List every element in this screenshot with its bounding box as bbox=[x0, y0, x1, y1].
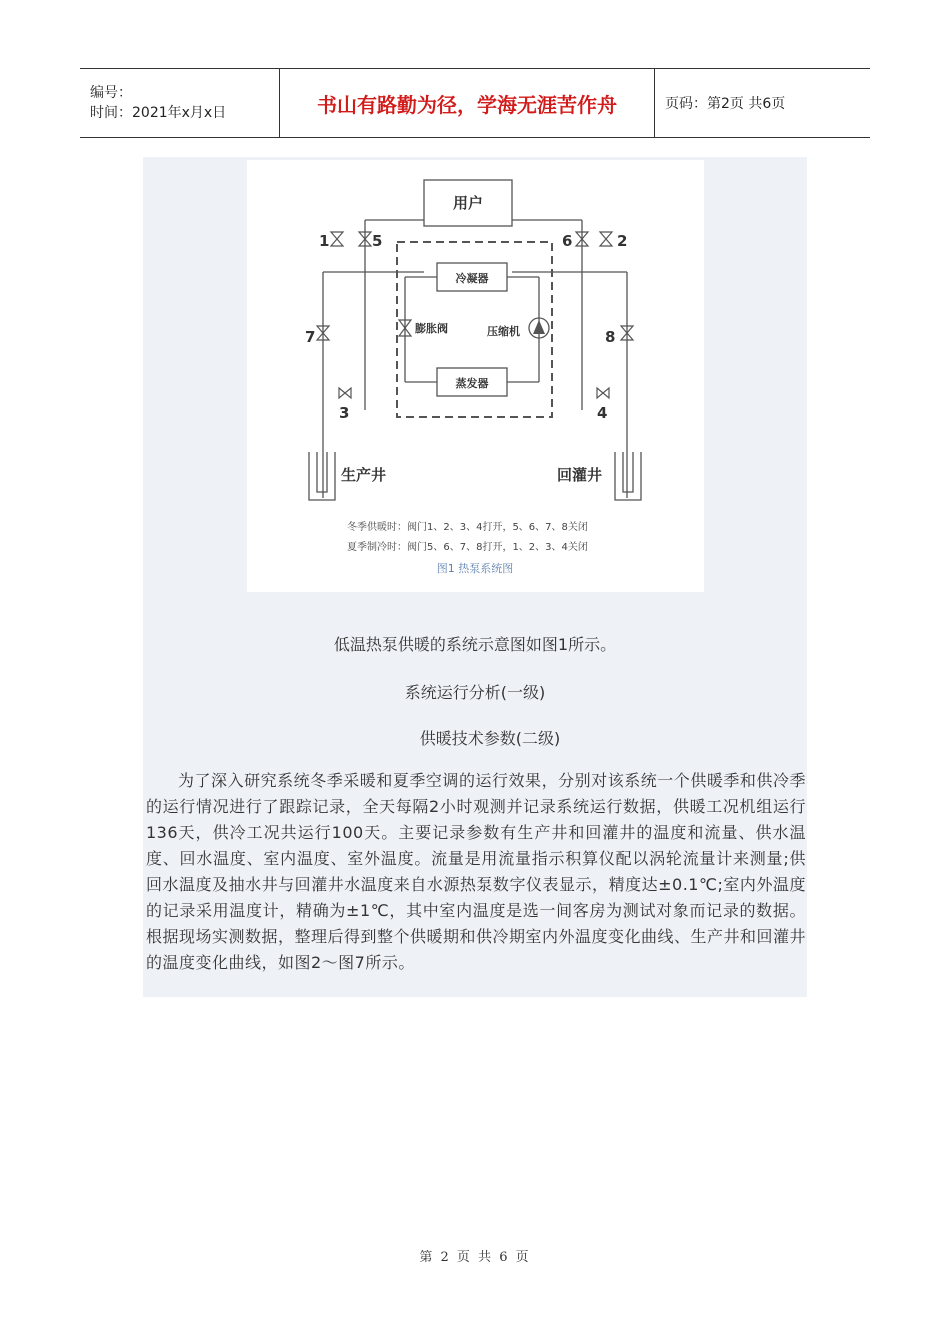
heading-level-1: 系统运行分析(一级) bbox=[404, 683, 546, 702]
valve-label-8: 8 bbox=[605, 328, 616, 346]
page-header bbox=[80, 68, 870, 138]
valve-3 bbox=[339, 388, 351, 398]
recharge-well-label: 回灌井 bbox=[557, 466, 603, 484]
motto-text: 书山有路勤为径，学海无涯苦作舟 bbox=[317, 92, 617, 117]
valve-4 bbox=[597, 388, 609, 398]
header-meta bbox=[80, 69, 280, 137]
code-label: 编号： bbox=[90, 85, 132, 101]
summer-note: 夏季制冷时：阀门5、6、7、8打开，1、2、3、4关闭 bbox=[347, 542, 588, 553]
intro-text: 低温热泵供暖的系统示意图如图1所示。 bbox=[333, 635, 617, 654]
winter-note: 冬季供暖时：阀门1、2、3、4打开，5、6、7、8关闭 bbox=[347, 522, 588, 533]
valve-label-2: 2 bbox=[617, 232, 628, 250]
expansion-valve-label: 膨胀阀 bbox=[415, 322, 448, 335]
valve-label-6: 6 bbox=[562, 232, 573, 250]
condenser-label: 冷凝器 bbox=[455, 272, 489, 285]
valve-2 bbox=[600, 232, 612, 246]
time-label: 时间：2021年x月x日 bbox=[90, 105, 227, 121]
header-page-info: 页码：第2页 共6页 bbox=[665, 96, 786, 112]
user-label: 用户 bbox=[452, 194, 484, 212]
heat-pump-diagram bbox=[247, 160, 704, 592]
header-motto bbox=[280, 69, 655, 137]
valve-label-3: 3 bbox=[339, 404, 350, 422]
valve-label-5: 5 bbox=[372, 232, 383, 250]
heading-level-2: 供暖技术参数(二级) bbox=[419, 729, 561, 748]
figure-caption: 图1 热泵系统图 bbox=[436, 562, 514, 575]
body-paragraph: 为了深入研究系统冬季采暖和夏季空调的运行效果，分别对该系统一个供暖季和供冷季的运行情况进行了跟踪记录，全天每隔2小时观测并记录系统运行数据，供暖工况机组运行136天，供冷工况共运行100天。主要记录参数有生产井和回灌井的温度和流量、供水温度、回水温度、室内温度、室外温度。流量是用流量指示积算仪配以涡轮流量计来测量;供回水温度及抽水井与回灌井水温度来自水源热泵数字仪表显示，精度达±0.1℃;室内外温度的记录采用温度计，精确为±1℃，其中室内温度是选一间客房为测试对象而记录的数据。根据现场实测数据，整理后得到整个供暖期和供冷期室内外温度变化曲线、生产井和回灌井的温度变化曲线，如图2～图7所示。 bbox=[146, 771, 807, 972]
page-footer: 第 2 页 共 6 页 bbox=[419, 1250, 531, 1265]
compressor-label: 压缩机 bbox=[487, 325, 520, 338]
valve-1 bbox=[331, 232, 343, 246]
evaporator-label: 蒸发器 bbox=[455, 377, 489, 390]
valve-label-7: 7 bbox=[305, 328, 316, 346]
valve-label-1: 1 bbox=[319, 232, 330, 250]
production-well-label: 生产井 bbox=[341, 466, 387, 484]
valve-label-4: 4 bbox=[597, 404, 608, 422]
